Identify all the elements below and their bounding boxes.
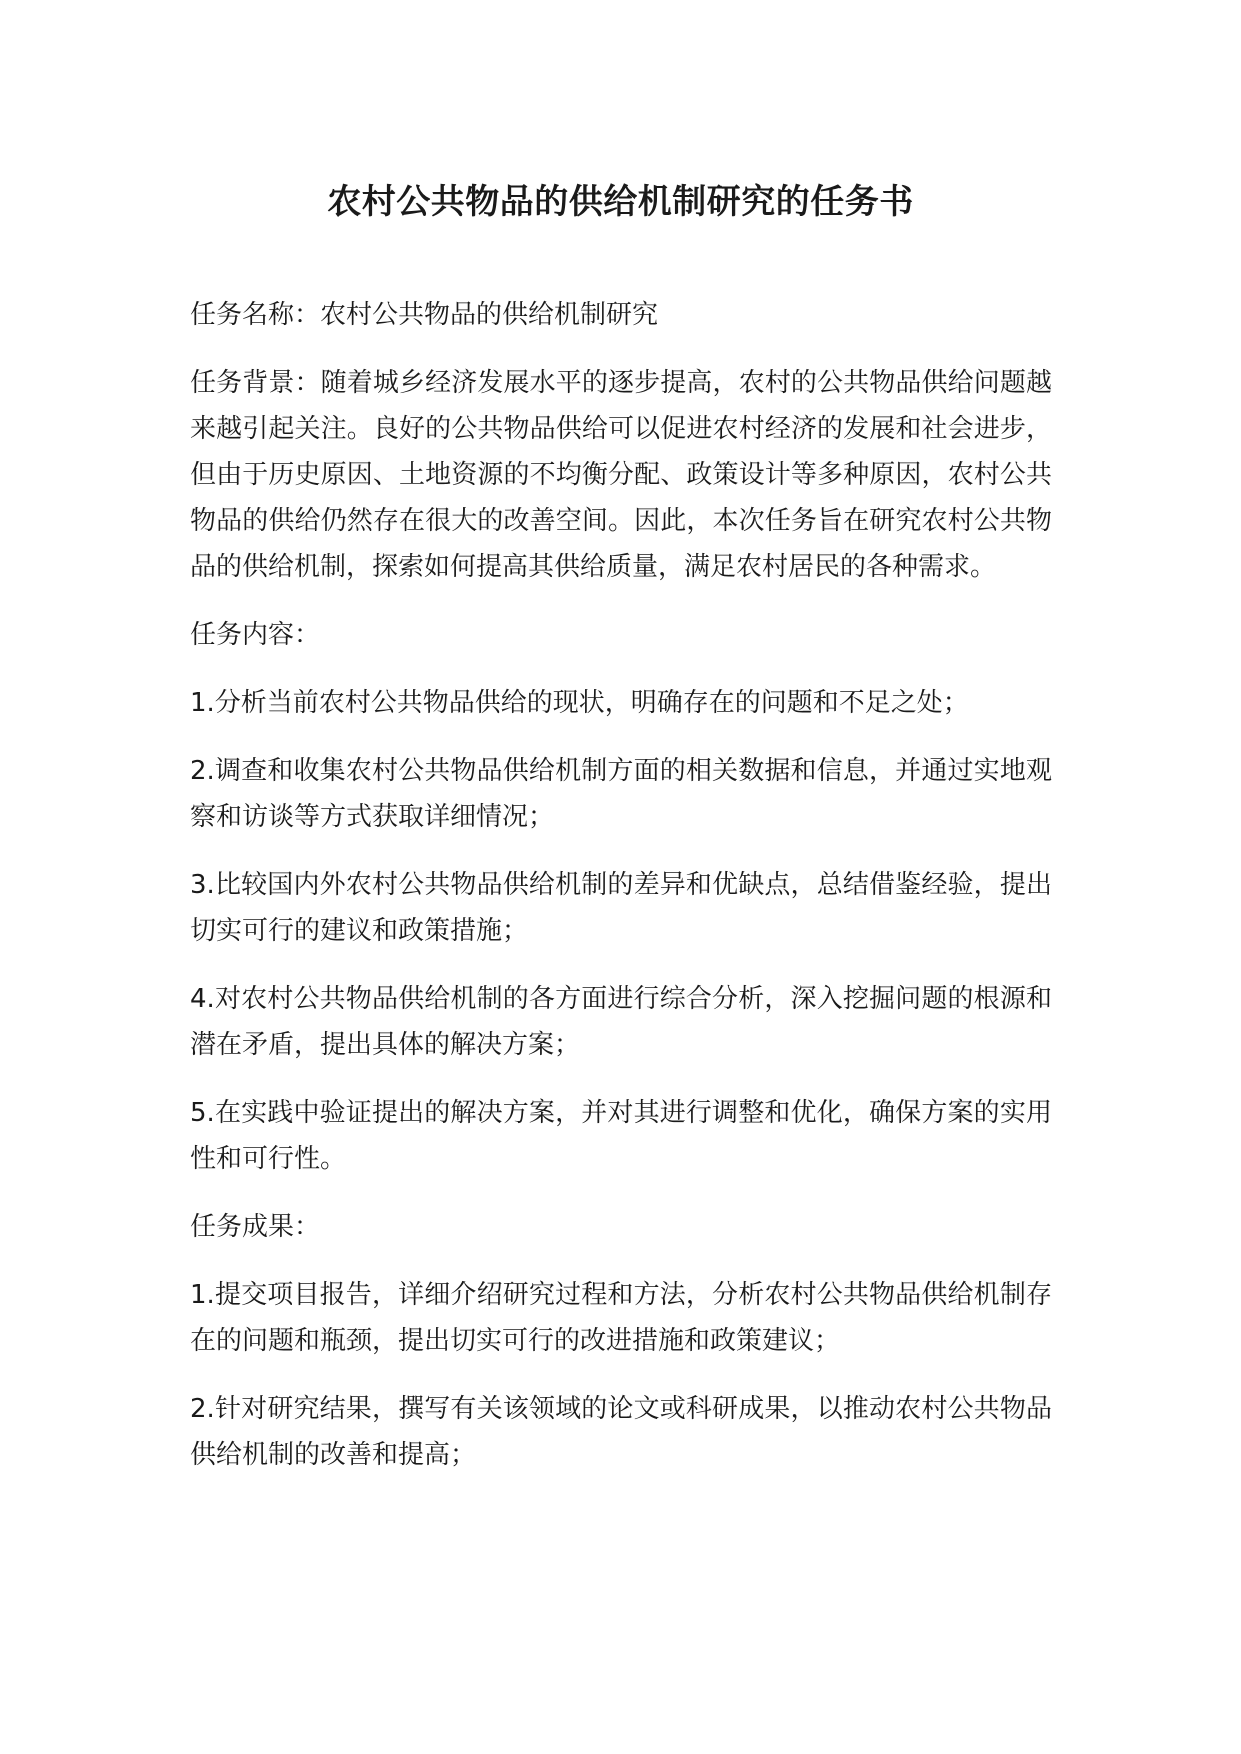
- document-body: [190, 292, 1052, 1500]
- results-item: 1.提交项目报告，详细介绍研究过程和方法，分析农村公共物品供给机制存在的问题和瓶颈，提出切实可行的改进措施和政策建议；: [190, 1280, 1052, 1356]
- results-heading: 任务成果：: [190, 1212, 321, 1242]
- content-item: 3.比较国内外农村公共物品供给机制的差异和优缺点，总结借鉴经验，提出切实可行的建议和政策措施；: [190, 870, 1052, 946]
- content-item: 4.对农村公共物品供给机制的各方面进行综合分析，深入挖掘问题的根源和潜在矛盾，提出具体的解决方案；: [190, 984, 1052, 1060]
- content-item: 1.分析当前农村公共物品供给的现状，明确存在的问题和不足之处；: [190, 688, 969, 718]
- document-title: 农村公共物品的供给机制研究的任务书: [327, 182, 914, 222]
- task-background-paragraph: 任务背景：随着城乡经济发展水平的逐步提高，农村的公共物品供给问题越来越引起关注。良好的公共物品供给可以促进农村经济的发展和社会进步，但由于历史原因、土地资源的不均衡分配、政策设计等多种原因，农村公共物品的供给仍然存在很大的改善空间。因此，本次任务旨在研究农村公共物品的供给机制，探索如何提高其供给质量，满足农村居民的各种需求。: [190, 368, 1052, 582]
- content-item: 5.在实践中验证提出的解决方案，并对其进行调整和优化，确保方案的实用性和可行性。: [190, 1098, 1052, 1174]
- content-item: 2.调查和收集农村公共物品供给机制方面的相关数据和信息，并通过实地观察和访谈等方式获取详细情况；: [190, 756, 1052, 832]
- results-item: 2.针对研究结果，撰写有关该领域的论文或科研成果，以推动农村公共物品供给机制的改善和提高；: [190, 1394, 1052, 1470]
- content-heading: 任务内容：: [190, 620, 321, 650]
- task-name-paragraph: 任务名称：农村公共物品的供给机制研究: [190, 300, 659, 330]
